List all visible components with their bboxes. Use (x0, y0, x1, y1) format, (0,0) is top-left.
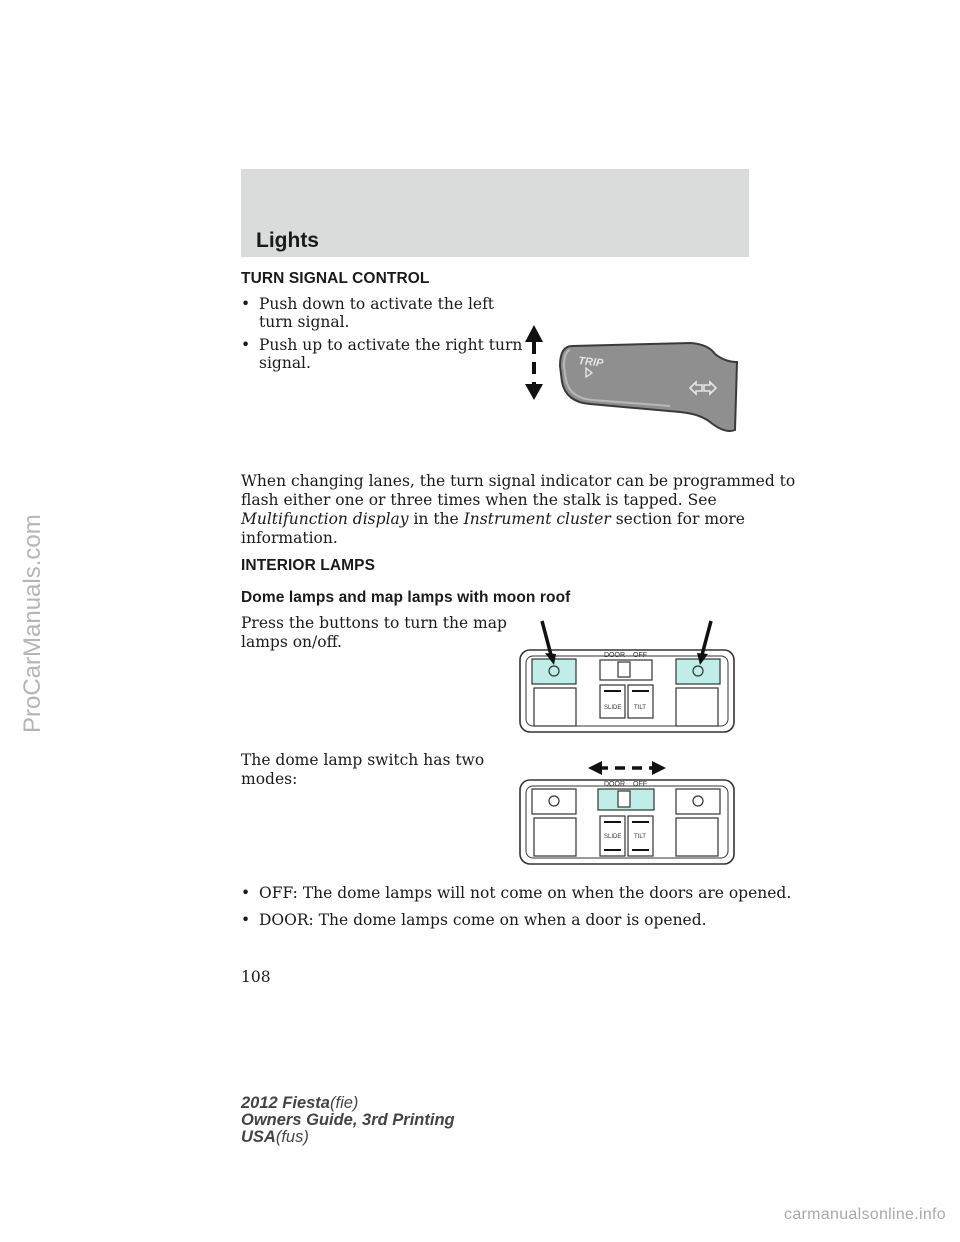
bullet-dot: • (241, 884, 251, 902)
para-text: section for more (615, 510, 745, 528)
lane-change-paragraph-line: flash either one or three times when the stalk is tapped. See (241, 491, 717, 509)
page-number: 108 (241, 968, 271, 986)
map-lamps-console-figure (512, 615, 744, 735)
ref-multifunction-display: Multifunction display (241, 510, 409, 528)
interior-lamps-heading: INTERIOR LAMPS (241, 557, 376, 574)
right-map-lamp-button (676, 789, 720, 814)
left-right-arrow-icon (588, 761, 666, 775)
dome-switch-console-figure (512, 758, 744, 868)
mode-door-text: DOOR: The dome lamps come on when a door is opened. (259, 911, 707, 929)
tilt-label: TILT (634, 834, 646, 840)
footer-market-code: (fus) (275, 1128, 309, 1146)
bottom-watermark: carmanualsonline.info (784, 1206, 946, 1223)
slide-label: SLIDE (604, 705, 622, 711)
mode-off-text: OFF: The dome lamps will not come on when the doors are opened. (259, 884, 792, 902)
tilt-button (628, 685, 653, 718)
dome-switch-text: The dome lamp switch has two (241, 751, 485, 769)
turn-signal-heading: TURN SIGNAL CONTROL (241, 270, 430, 287)
footer-market: USA (241, 1128, 276, 1146)
bullet-dot: • (241, 911, 251, 929)
bullet-text: Push up to activate the right turn (259, 336, 523, 354)
slide-label: SLIDE (604, 834, 622, 840)
lane-change-paragraph-line: When changing lanes, the turn signal indicator can be programmed to (241, 472, 796, 490)
dome-switch-text: modes: (241, 770, 298, 788)
bullet-text: turn signal. (259, 313, 350, 331)
section-title: Lights (256, 229, 319, 252)
turn-signal-stalk-figure (520, 322, 742, 440)
door-label: DOOR (604, 781, 625, 788)
door-label: DOOR (604, 652, 625, 659)
tilt-label: TILT (634, 705, 646, 711)
bullet-dot: • (241, 336, 251, 354)
right-map-lamp-button (676, 659, 720, 684)
side-watermark (12, 505, 48, 735)
footer-model-code: (fie) (329, 1094, 359, 1112)
off-label: OFF (633, 652, 647, 659)
bullet-dot: • (241, 295, 251, 313)
footer (241, 1095, 455, 1146)
trip-label: TRIP (577, 355, 604, 370)
map-lamps-text: lamps on/off. (241, 633, 342, 651)
para-text: in the (413, 510, 459, 528)
slide-button (600, 685, 625, 718)
ref-instrument-cluster: Instrument cluster (463, 510, 611, 528)
dome-lamps-subheading: Dome lamps and map lamps with moon roof (241, 589, 571, 606)
lane-change-paragraph-line: information. (241, 529, 338, 547)
footer-model: 2012 Fiesta (241, 1094, 330, 1112)
left-map-lamp-button (532, 789, 576, 814)
lane-change-paragraph-line (241, 510, 745, 529)
bullet-text: Push down to activate the left (259, 295, 495, 313)
footer-guide: Owners Guide, 3rd Printing (241, 1111, 455, 1129)
up-down-arrow-icon (525, 325, 543, 400)
off-label: OFF (633, 781, 647, 788)
bullet-text: signal. (259, 354, 311, 372)
side-watermark-text: ProCarManuals.com (19, 514, 46, 733)
map-lamps-text: Press the buttons to turn the map (241, 614, 507, 632)
